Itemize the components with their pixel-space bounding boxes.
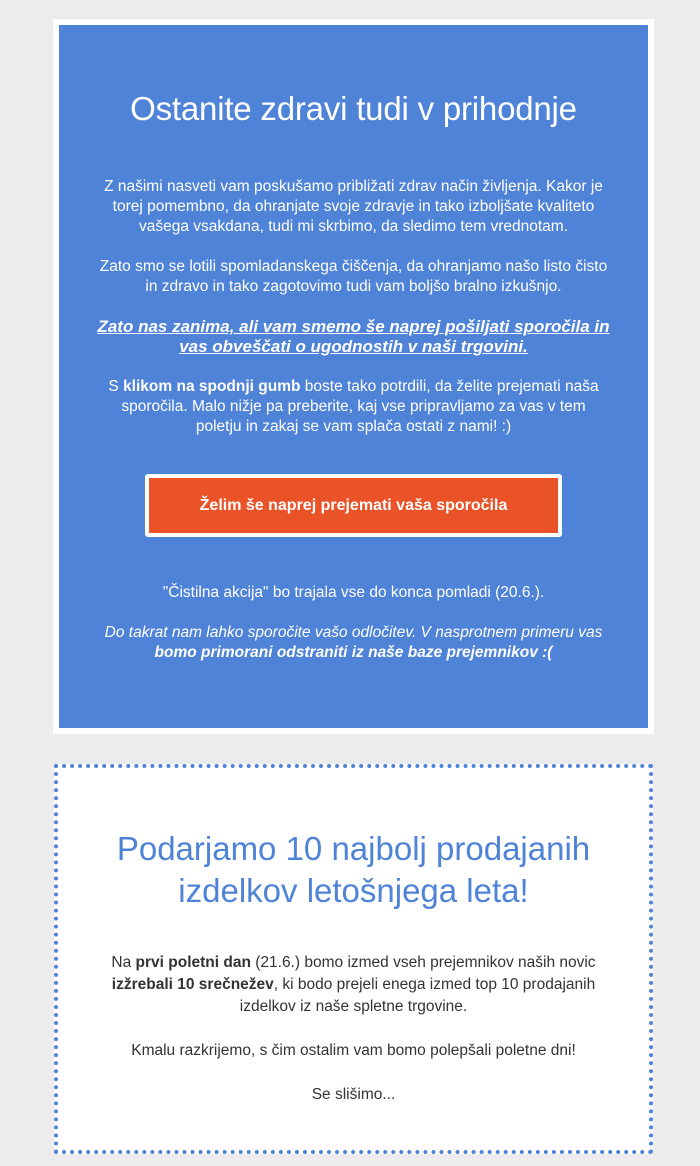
hero-frame [53, 19, 654, 734]
hero-cleaning-text: Zato smo se lotili spomladanskega čiščenja, da ohranjamo našo listo čisto in zdravo in tako zagotovimo tudi vam boljšo bralno izkušnjo. [99, 258, 608, 295]
hero-title: Ostanite zdravi tudi v prihodnje [130, 90, 577, 127]
subscribe-confirm-button[interactable]: Želim še naprej prejemati vaša sporočila [149, 478, 558, 533]
hero-deadline-text: "Čistilna akcija" bo trajala vse do konca pomladi (20.6.). [162, 584, 545, 601]
giveaway-title: Podarjamo 10 najbolj prodajanih izdelkov letošnjega leta! [116, 830, 591, 909]
click-text-pre: S [108, 378, 124, 395]
cta-frame [145, 474, 562, 537]
click-text-bold: klikom na spodnji gumb [123, 378, 301, 395]
giveaway-signoff-text: Se slišimo... [311, 1086, 396, 1103]
giveaway-section [54, 764, 653, 1154]
giveaway-reveal-text: Kmalu razkrijemo, s čim ostalim vam bomo polepšali poletne dni! [131, 1042, 576, 1059]
hero-click-text [99, 377, 608, 437]
giveaway-text-pre: Na [111, 954, 136, 971]
giveaway-text-bold-winners: izžrebali 10 srečnežev [111, 976, 274, 993]
click-text-post: boste tako potrdili, da želite prejemati naša sporočila. Malo nižje pa preberite, kaj vse pripravljamo za vas v tem poletju in zakaj se vam splača ostati z nami! :) [121, 378, 599, 435]
hero-section [59, 25, 648, 728]
hero-warning-text [99, 623, 608, 663]
hero-question-text: Zato nas zanima, ali vam smemo še naprej pošiljati sporočila in vas obveščati o ugodnostih v naši trgovini. [97, 317, 610, 356]
hero-intro-text: Z našimi nasveti vam poskušamo približati zdrav način življenja. Kakor je torej pomembno, da ohranjate svoje zdravje in tako izboljšate kvaliteto vašega vsakdana, tudi mi skrbimo, da sledimo tem vrednotam. [104, 178, 603, 235]
giveaway-text-bold-day: prvi poletni dan [135, 954, 251, 971]
warning-text-pre: Do takrat nam lahko sporočite vašo odločitev. V nasprotnem primeru vas [104, 624, 603, 641]
giveaway-details-text [98, 952, 609, 1018]
warning-text-bold: bomo primorani odstraniti iz naše baze prejemnikov :( [154, 644, 553, 661]
giveaway-text-mid: (21.6.) bomo izmed vseh prejemnikov naših novic [250, 954, 596, 971]
giveaway-text-post: , ki bodo prejeli enega izmed top 10 prodajanih izdelkov iz naše spletne trgovine. [239, 976, 596, 1015]
